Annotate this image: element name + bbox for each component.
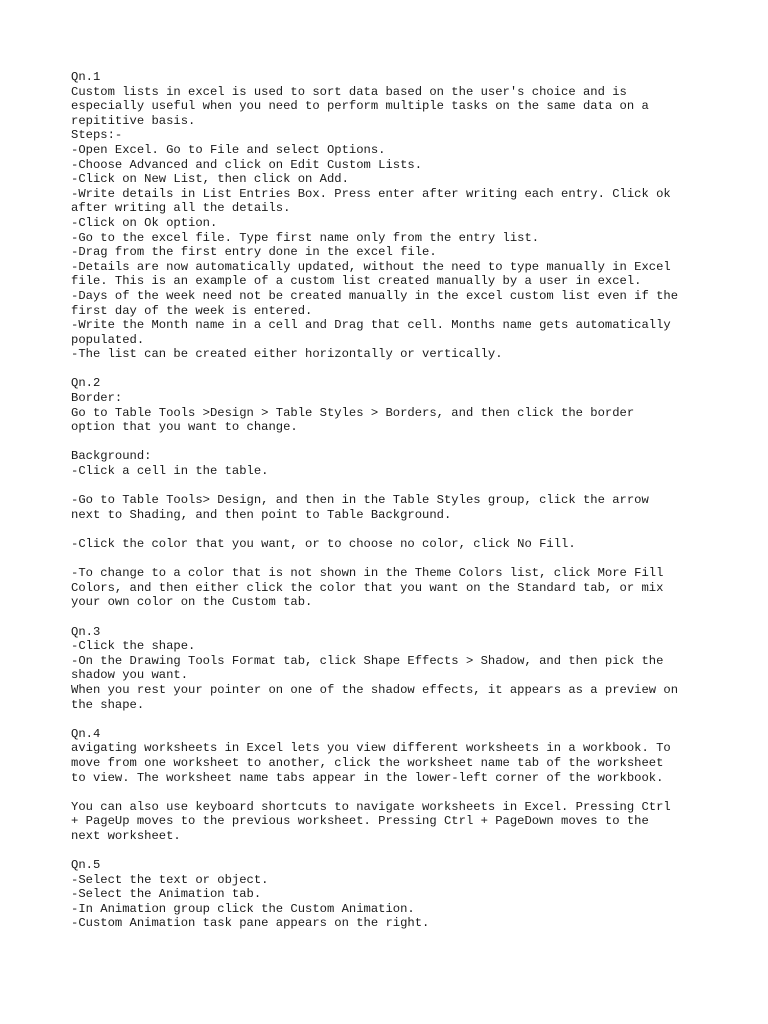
text-line: -Click on Ok option. — [71, 215, 218, 230]
text-line: -Select the text or object. — [71, 872, 269, 887]
text-line: -Custom Animation task pane appears on the right. — [71, 916, 430, 931]
blank-line — [71, 843, 728, 858]
text-line: move from one worksheet to another, click the worksheet name tab of the worksheet — [71, 755, 664, 770]
text-line: first day of the week is entered. — [71, 303, 313, 318]
text-line: -Select the Animation tab. — [71, 887, 262, 902]
text-line: Qn.2 — [71, 376, 101, 391]
text-line: Qn.4 — [71, 726, 101, 741]
text-line: -Choose Advanced and click on Edit Custom Lists. — [71, 157, 423, 172]
text-line: -Click the shape. — [71, 639, 196, 654]
text-line: -To change to a color that is not shown in the Theme Colors list, click More Fill — [71, 566, 664, 581]
text-line: Colors, and then either click the color that you want on the Standard tab, or mix — [71, 580, 664, 595]
text-line: option that you want to change. — [71, 420, 298, 435]
text-line: -Click a cell in the table. — [71, 464, 269, 479]
text-line: repititive basis. — [71, 113, 196, 128]
text-line: Steps:- — [71, 128, 123, 143]
text-line: When you rest your pointer on one of the shadow effects, it appears as a preview on — [71, 682, 679, 697]
text-line: -Write details in List Entries Box. Press enter after writing each entry. Click ok — [71, 186, 671, 201]
text-line: especially useful when you need to perform multiple tasks on the same data on a — [71, 99, 649, 114]
text-line: to view. The worksheet name tabs appear in the lower-left corner of the workbook. — [71, 770, 664, 785]
text-line: Qn.3 — [71, 624, 101, 639]
text-line: Qn.1 — [71, 70, 101, 84]
text-line: next worksheet. — [71, 828, 181, 843]
text-line: Custom lists in excel is used to sort data based on the user's choice and is — [71, 84, 627, 99]
text-line: avigating worksheets in Excel lets you view different worksheets in a workbook. To — [71, 741, 671, 756]
blank-line — [71, 362, 728, 377]
document-body — [71, 70, 728, 931]
text-line: your own color on the Custom tab. — [71, 595, 313, 610]
text-line: Background: — [71, 449, 152, 464]
text-line: -Write the Month name in a cell and Drag that cell. Months name gets automatically — [71, 318, 671, 333]
text-line: -Open Excel. Go to File and select Options. — [71, 142, 386, 157]
text-line: -The list can be created either horizontally or vertically. — [71, 347, 503, 362]
blank-line — [71, 435, 728, 450]
text-line: shadow you want. — [71, 668, 189, 683]
blank-line — [71, 712, 728, 727]
text-line: -Click on New List, then click on Add. — [71, 172, 349, 187]
text-line: next to Shading, and then point to Table Background. — [71, 507, 452, 522]
text-line: + PageUp moves to the previous worksheet. Pressing Ctrl + PageDown moves to the — [71, 814, 649, 829]
text-line: -In Animation group click the Custom Animation. — [71, 901, 415, 916]
text-line: -Go to the excel file. Type first name only from the entry list. — [71, 230, 540, 245]
text-line: -Click the color that you want, or to choose no color, click No Fill. — [71, 537, 576, 551]
text-line: Go to Table Tools >Design > Table Styles > Borders, and then click the border — [71, 405, 635, 420]
text-line: -Days of the week need not be created manually in the excel custom list even if the — [71, 288, 679, 303]
text-line: populated. — [71, 332, 145, 347]
text-line: Border: — [71, 391, 123, 406]
blank-line — [71, 552, 728, 567]
text-line: after writing all the details. — [71, 201, 291, 216]
text-line: -On the Drawing Tools Format tab, click Shape Effects > Shadow, and then pick the — [71, 653, 664, 668]
text-line: Qn.5 — [71, 858, 101, 873]
text-line: -Details are now automatically updated, without the need to type manually in Excel — [71, 259, 671, 274]
blank-line — [71, 785, 728, 800]
blank-line — [71, 479, 728, 494]
text-line: -Go to Table Tools> Design, and then in the Table Styles group, click the arrow — [71, 493, 649, 508]
blank-line — [71, 522, 728, 537]
blank-line — [71, 610, 728, 625]
text-line: You can also use keyboard shortcuts to navigate worksheets in Excel. Pressing Ctrl — [71, 799, 671, 814]
text-line: file. This is an example of a custom list created manually by a user in excel. — [71, 274, 642, 289]
text-line: the shape. — [71, 697, 145, 712]
text-line: -Drag from the first entry done in the excel file. — [71, 245, 437, 260]
